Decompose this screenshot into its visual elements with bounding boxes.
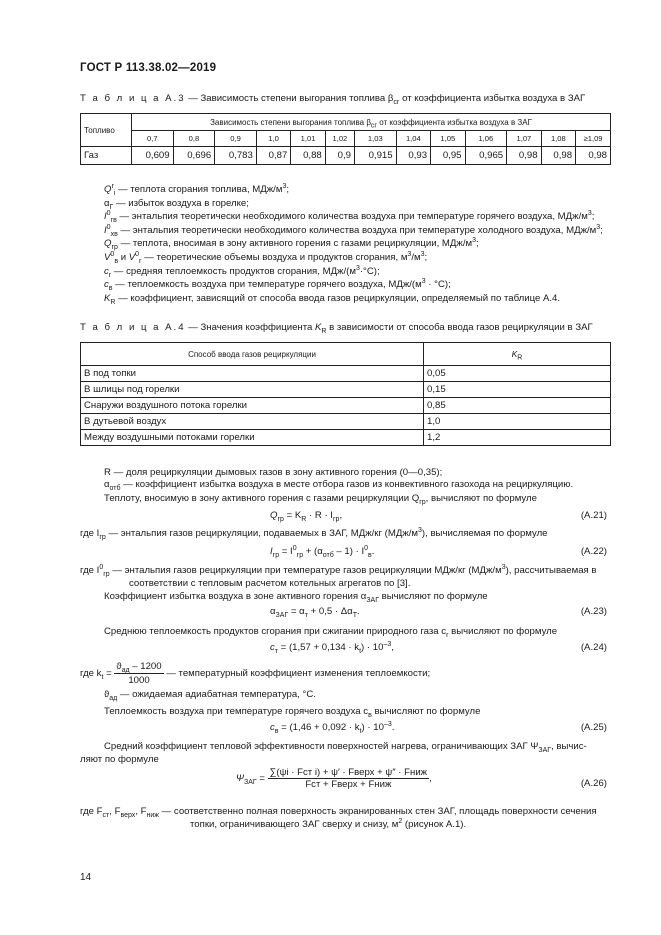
value-cell: 0,965 bbox=[465, 147, 507, 165]
value-cell: 0,915 bbox=[354, 147, 396, 165]
eq-number-a24: (А.24) bbox=[580, 642, 607, 653]
alpha-cell: 1,07 bbox=[507, 131, 541, 147]
para-qgr: Теплоту, вносимую в зону активного горения с газами рециркуляции $Q_{гр}$, вычисляют по формуле bbox=[104, 493, 537, 506]
col-method-header: Способ ввода газов рециркуляции bbox=[81, 343, 424, 366]
value-cell: 0,783 bbox=[215, 147, 257, 165]
row-label: Газ bbox=[81, 147, 132, 165]
col-k-header: $K_R$ bbox=[424, 343, 611, 366]
value-cell: 0,696 bbox=[173, 147, 215, 165]
method-cell: В дутьевой воздух bbox=[81, 414, 424, 430]
para-cr: Среднюю теплоемкость продуктов сгорания при сжигании природного газа $c_r$ вычисляют по формуле bbox=[104, 626, 558, 639]
alpha-cell: 0,9 bbox=[215, 131, 257, 147]
table-a4-caption: Т а б л и ц а А.4 — Значения коэффициента $K_R$ в зависимости от способа ввода газов рециркуляции в ЗАГ bbox=[80, 322, 593, 335]
value-row bbox=[81, 147, 611, 165]
value-cell: 0,98 bbox=[541, 147, 575, 165]
alpha-cell: 1,03 bbox=[354, 131, 396, 147]
eq-number-a21: (А.21) bbox=[580, 510, 607, 521]
para-i0gr-cont: соответствии с тепловым расчетом котельных агрегатов по [3]. bbox=[129, 578, 411, 589]
eq-number-a26: (А.26) bbox=[580, 778, 607, 789]
method-cell: Между воздушными потоками горелки bbox=[81, 430, 424, 446]
value-cell: 0,95 bbox=[431, 147, 465, 165]
def-cr: $c_r$ — средняя теплоемкость продуктов сгорания, МДж/$(м^3\cdot^\circ С)$; bbox=[104, 264, 380, 279]
theta-def: $ϑ_{ад}$ — ожидаемая адиабатная температура, °С. bbox=[104, 689, 316, 702]
alpha-cell: 1,02 bbox=[325, 131, 354, 147]
para-psi: Средний коэффициент тепловой эффективности поверхностей нагрева, ограничивающих ЗАГ $\Psi_{ЗАГ}$, вычис- bbox=[104, 741, 587, 754]
equation-a25: $c_в = (1,46 + 0,092 \cdot k_t) \cdot 10^{-3}$. bbox=[270, 720, 395, 735]
alpha-cell: 0,7 bbox=[132, 131, 174, 147]
value-cell: 0,88 bbox=[291, 147, 325, 165]
method-cell: В под топки bbox=[81, 366, 424, 382]
document-header: ГОСТ Р 113.38.02—2019 bbox=[80, 62, 217, 74]
def-q-gr: $Q_{гр}$ — теплота, вносимая в зону активного горения с газами рециркуляции, МДж/$м^3$; bbox=[104, 237, 479, 252]
k-cell: 1,0 bbox=[424, 414, 611, 430]
alpha-row bbox=[81, 131, 611, 147]
k-cell: 0,15 bbox=[424, 382, 611, 398]
def-kr: $K_R$ — коэффициент, зависящий от способа ввода газов рециркуляции, определяемый по таблице А.4. bbox=[104, 292, 561, 306]
table-a4 bbox=[80, 342, 611, 446]
table-a3-caption: Т а б л и ц а А.3 — Зависимость степени выгорания топлива $\beta_{сг}$ от коэффициента избытка воздуха в ЗАГ bbox=[80, 93, 586, 106]
alpha-cell: 1,0 bbox=[256, 131, 290, 147]
alpha-cell: 0,8 bbox=[173, 131, 215, 147]
para-f-def: где $F_{ст}$, $F_{верх}$, $F_{ниж}$ — соответственно полная поверхность экранированных стен ЗАГ, площадь поверхности сечения bbox=[80, 806, 597, 819]
k-cell: 0,85 bbox=[424, 398, 611, 414]
def-alpha-g: $\alpha_Г$ — избыток воздуха в горелке; bbox=[104, 197, 249, 211]
value-cell: 0,98 bbox=[576, 147, 611, 165]
table-row bbox=[81, 430, 611, 446]
alpha-cell: 1,06 bbox=[465, 131, 507, 147]
def-volumes: $V^0_в$ и $V^0_г$ — теоретические объемы воздуха и продуктов сгорания, $м^3/м^3$; bbox=[104, 250, 428, 265]
def-i-hv: $I^0_{хв}$ — энтальпия теоретически необходимого количества воздуха при температуре холодного воздуха, МДж/$м^3$; bbox=[104, 223, 603, 238]
kt-fraction: $\frac{ϑ_{ад} - 1200}{1000}$ bbox=[116, 661, 162, 686]
group-header: Зависимость степени выгорания топлива $\beta_{сг}$ от коэффициента избытка воздуха в ЗАГ bbox=[132, 114, 611, 131]
def-q: $Q^r_i$ — теплота сгорания топлива, МДж/$м^3$; bbox=[104, 182, 290, 197]
value-cell: 0,609 bbox=[132, 147, 174, 165]
table-row bbox=[81, 366, 611, 382]
para-igr: где $I_{гр}$ — энтальпия газов рециркуляции, подаваемых в ЗАГ, МДж/кг $(МДж/м^3)$, вычисляемая по формуле bbox=[80, 526, 548, 541]
alpha-cell: 1,01 bbox=[291, 131, 325, 147]
para-alpha-zag: Коэффициент избытка воздуха в зоне активного горения $\alpha_{ЗАГ}$ вычисляют по формуле bbox=[104, 591, 488, 604]
alpha-cell: 1,04 bbox=[396, 131, 430, 147]
para-cv: Теплоемкость воздуха при температуре горячего воздуха $c_в$ вычисляют по формуле bbox=[104, 706, 481, 719]
value-cell: 0,93 bbox=[396, 147, 430, 165]
alpha-otb-def: $\alpha_{отб}$ — коэффициент избытка воздуха в месте отбора газов из конвективного газохода на рециркуляцию. bbox=[104, 479, 574, 492]
method-cell: В шлицы под горелки bbox=[81, 382, 424, 398]
method-cell: Снаружи воздушного потока горелки bbox=[81, 398, 424, 414]
para-i0gr: где $I^0_{гр}$ — энтальпия газов рециркуляции при температуре газов рециркуляции МДж/кг $(МДж/м^3)$, рассчитываемая в bbox=[80, 563, 597, 578]
eq-number-a25: (А.25) bbox=[580, 722, 607, 733]
eq-number-a22: (А.22) bbox=[580, 546, 607, 557]
alpha-cell: 1,08 bbox=[541, 131, 575, 147]
kt-definition: где $k_t$ = $\frac{ϑ_{ад} - 1200}{1000}$ — температурный коэффициент изменения теплоемкости; bbox=[80, 661, 431, 686]
alpha-cell: 1,05 bbox=[431, 131, 465, 147]
value-cell: 0,98 bbox=[507, 147, 541, 165]
col-fuel-header: Топливо bbox=[81, 114, 132, 147]
table-a3 bbox=[80, 113, 611, 165]
k-cell: 1,2 bbox=[424, 430, 611, 446]
equation-a24: $c_т = (1,57 + 0,134 \cdot k_t) \cdot 10^{-3}$, bbox=[270, 640, 394, 655]
psi-fraction: $\frac{\text{∑(ψi · Fст i) + ψ′ · Fверх + ψ″ · Fниж}}{\text{Fст + Fверх + Fниж}}$ bbox=[269, 767, 428, 790]
eq-number-a23: (А.23) bbox=[580, 606, 607, 617]
table-row bbox=[81, 382, 611, 398]
table-row bbox=[81, 414, 611, 430]
equation-a21: $Q_{гр} = K_R \cdot R \cdot I_{гр}$, bbox=[270, 510, 343, 523]
table-row bbox=[81, 398, 611, 414]
definitions-list bbox=[104, 183, 603, 305]
r-def: R — доля рециркуляции дымовых газов в зону активного горения (0—0,35); bbox=[104, 467, 443, 478]
alpha-cell: ≥1,09 bbox=[576, 131, 611, 147]
def-i-gv: $I^0_{гв}$ — энтальпия теоретически необходимого количества воздуха при температуре горячего воздуха, МДж/$м^3$; bbox=[104, 210, 595, 225]
para-f-def-cont: топки, ограничивающего ЗАГ сверху и снизу, $м^2$ (рисунок А.1). bbox=[190, 817, 467, 830]
para-psi-cont: ляют по формуле bbox=[80, 754, 159, 765]
equation-a23: $\alpha_{ЗАГ} = \alpha_т + 0,5 \cdot \Delta\alpha_Т$. bbox=[270, 606, 360, 619]
k-cell: 0,05 bbox=[424, 366, 611, 382]
equation-a26: $\Psi_{ЗАГ}$ = $\frac{\text{∑(ψi · Fст i) + ψ′ · Fверх + ψ″ · Fниж}}{\text{Fст + Fверх + Fниж}}$ , bbox=[236, 767, 432, 790]
value-cell: 0,9 bbox=[325, 147, 354, 165]
def-cv: $c_в$ — теплоемкость воздуха при температуре горячего воздуха, МДж/$(м^3 \cdot ^\circ С)$; bbox=[104, 277, 451, 293]
value-cell: 0,87 bbox=[256, 147, 290, 165]
equation-a22: $I_{гр} = I^0_{гр} + (\alpha_{отб} - 1) \cdot I^0_в$. bbox=[270, 544, 375, 559]
page-number: 14 bbox=[80, 872, 92, 883]
